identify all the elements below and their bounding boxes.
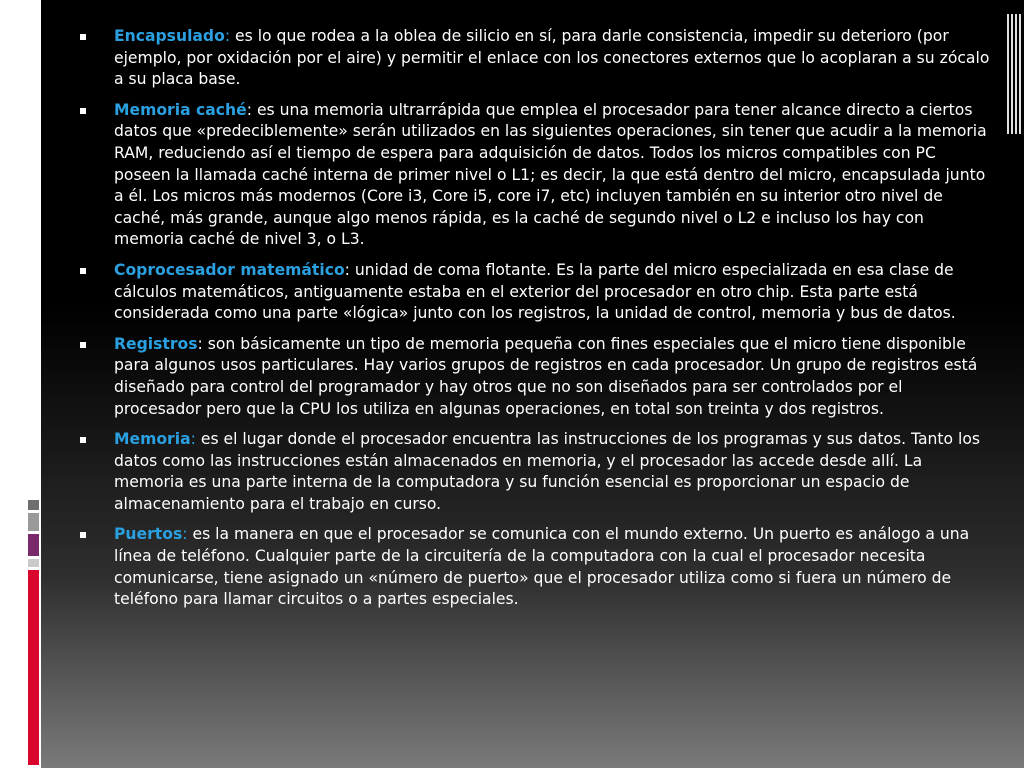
term: Encapsulado	[114, 27, 225, 45]
accent-bar-red	[28, 570, 39, 765]
accent-bar-purple	[28, 534, 39, 556]
list-item	[76, 26, 992, 91]
accent-bar-pale	[28, 559, 39, 567]
left-accent-bars	[28, 500, 39, 768]
bullet-square-icon	[80, 342, 86, 348]
texture-line	[1019, 14, 1021, 134]
texture-line	[1015, 14, 1017, 134]
description: unidad de coma flotante. Es la parte del micro especializada en esa clase de cálculos matemáticos, antiguamente estaba en el exterior del procesador en otro chip. Esta parte está considerada como una parte «lógica» junto con los registros, la unidad de control, memoria y bus de datos.	[114, 260, 956, 323]
list-item	[76, 429, 992, 515]
term-separator: :	[224, 27, 231, 45]
description: es una memoria ultrarrápida que emplea el procesador para tener alcance directo a ciertos datos que «predeciblemente» serán utilizados en las siguientes operaciones, sin tener que acudir a la memoria RAM, reduciendo así el tiempo de espera para adquisición de datos. Todos los micros compatibles con PC poseen la llamada caché interna de primer nivel o L1; es decir, la que está dentro del micro, encapsulada junto a él. Los micros más modernos (Core i3, Core i5, core i7, etc) incluyen también en su interior otro nivel de caché, más grande, aunque algo menos rápida, es la caché de segundo nivel o L2 e incluso los hay con memoria caché de nivel 3, o L3.	[114, 100, 987, 249]
list-item	[76, 260, 992, 325]
description: es el lugar donde el procesador encuentra las instrucciones de los programas y sus datos. Tanto los datos como las instrucciones están almacenados en memoria, y el procesador las accede desde allí. La memoria es una parte interna de la computadora y su función esencial es proporcionar un espacio de almacenamiento para el trabajo en curso.	[114, 430, 981, 513]
bullet-square-icon	[80, 108, 86, 114]
accent-bar-gray	[28, 500, 39, 510]
bullet-square-icon	[80, 268, 86, 274]
term-separator: :	[344, 260, 350, 279]
description: es la manera en que el procesador se comunica con el mundo externo. Un puerto es análogo a una línea de teléfono. Cualquier parte de la circuitería de la computadora con la cual el procesador necesita comunicarse, tiene asignado un «número de puerto» que el procesador utiliza como si fuera un número de teléfono para llamar circuitos o a partes especiales.	[114, 525, 970, 609]
top-right-texture	[1006, 0, 1024, 138]
bullet-square-icon	[80, 532, 86, 538]
term: Memoria	[114, 430, 191, 449]
texture-line	[1007, 14, 1009, 134]
list-item	[76, 524, 992, 610]
bullet-square-icon	[80, 437, 86, 443]
accent-bar-light-gray	[28, 513, 39, 531]
term: Registros	[114, 334, 198, 353]
bullet-list	[76, 26, 992, 620]
term-separator: :	[190, 430, 196, 449]
term: Coprocesador matemático	[114, 260, 345, 279]
bullet-square-icon	[80, 34, 86, 40]
term-separator: :	[246, 100, 252, 119]
list-item	[76, 334, 992, 420]
list-item	[76, 100, 992, 251]
description: es lo que rodea a la oblea de silicio en sí, para darle consistencia, impedir su deterioro (por ejemplo, por oxidación por el aire) y permitir el enlace con los conectores externos que lo acoplaran a su zócalo a su placa base.	[114, 27, 990, 89]
description: son básicamente un tipo de memoria pequeña con fines especiales que el micro tiene disponible para algunos usos particulares. Hay varios grupos de registros en cada procesador. Un grupo de registros está diseñado para control del programador y hay otros que no son diseñados para ser controlados por el procesador pero que la CPU los utiliza en algunas operaciones, en total son treinta y dos registros.	[114, 334, 978, 418]
term: Memoria caché	[114, 100, 247, 119]
term-separator: :	[197, 334, 203, 353]
texture-line	[1011, 14, 1013, 134]
term: Puertos	[114, 525, 183, 544]
term-separator: :	[182, 525, 188, 544]
